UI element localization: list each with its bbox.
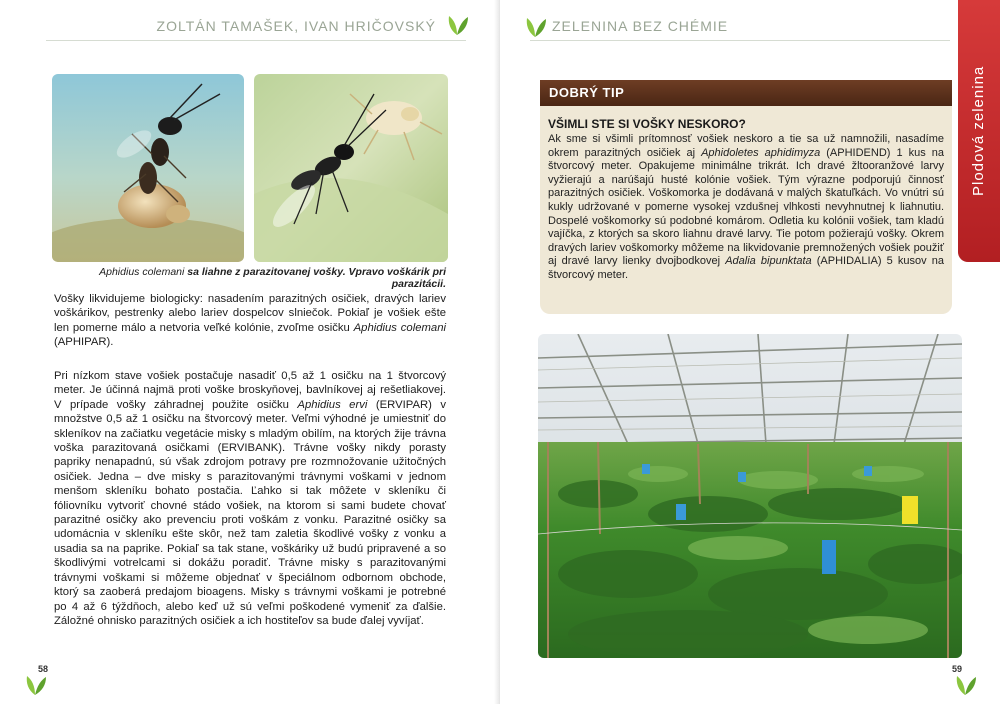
wasp-parasitizing-photo — [254, 74, 448, 262]
tip-title: VŠIMLI STE SI VOŠKY NESKORO? — [548, 117, 746, 131]
caption-species: Aphidius colemani — [99, 266, 185, 278]
tip-text-part: (APHIDALIA) 5 kusov na štvorcový meter. — [548, 255, 944, 281]
body-paragraph-1 — [54, 292, 446, 350]
leaf-icon — [22, 674, 48, 696]
chapter-tab — [958, 0, 1000, 262]
running-head-title: ZELENINA BEZ CHÉMIE — [552, 18, 729, 34]
leaf-icon — [522, 16, 548, 38]
para2-text-a: Pri nízkom stave vošiek postačuje nasadiť 0,5 až 1 osičku na 1 štvorcový meter. Je účinná najmä proti voške broskyňovej, bavlníkovej aj rešetliakovej. V prípade vošky záhradnej použite osičku — [54, 370, 446, 411]
page-number-left: 58 — [38, 664, 49, 674]
tip-species: Adalia bipunktata — [725, 255, 812, 268]
yellow-sticky-trap — [902, 496, 918, 524]
para1-text-b: (APHIPAR). — [54, 336, 114, 349]
body-paragraph-2 — [54, 369, 446, 628]
header-rule — [46, 40, 466, 41]
header-rule — [530, 40, 950, 41]
leaf-icon — [444, 14, 470, 36]
para2-species: Aphidius ervi — [297, 398, 368, 411]
photo-caption — [54, 266, 446, 290]
chapter-tab-label: Plodová zelenina — [970, 65, 987, 197]
caption-text: sa liahne z parazitovanej vošky. Vpravo voškárik pri parazitácii. — [184, 266, 446, 290]
left-page — [0, 0, 496, 704]
wasp-emerging-photo — [52, 74, 244, 262]
tip-text-part: Ak sme si všimli prítomnosť vošiek neskoro a tie sa už namnožili, nasadíme okrem parazitných osičiek aj — [548, 133, 944, 159]
para1-species: Aphidius colemani — [353, 321, 446, 334]
tip-text-part: (APHIDEND) 1 kus na štvorcový meter. Opakujeme minimálne trikrát. Ich dravé žltooranžové larvy vyžierajú a narúšajú husté kolónie vošiek. Tým výrazne podporujú činnosť parazitných osičiek. Voškomorka je dodávaná v malých škatuľkách. Vo vnútri sú kukly udržované v pomerne vysokej vzdušnej vlhkosti nevyhnutnej k liahnutiu. Dospelé voškomorky sú podobné komárom. Odletia ku kolónii vošiek, tam kladú vajíčka, z ktorých sa skoro liahnu dravé larvy. Tie potom požierajú vošky. Okrem dravých lariev voškomorky môžeme na likvidovanie premnožených vošiek použiť aj dravé larvy lienky dvojbodkovej — [548, 146, 944, 268]
running-head-authors: ZOLTÁN TAMAŠEK, IVAN HRIČOVSKÝ — [156, 18, 436, 34]
tip-species: Aphidoletes aphidimyza — [701, 146, 821, 159]
tip-header: DOBRÝ TIP — [540, 80, 952, 106]
good-tip-box — [540, 80, 952, 314]
para2-text-b: (ERVIPAR) v množstve 0,5 až 1 osičku na štvorcový meter. Veľmi výhodné je umiestniť do skleníkov na začiatku vegetácie misky s mladým obilím, na ktorých žije trávna voška parazitovaná osičkami (ERVIBANK). Trávne vošky nikdy porasty papriky nenapadnú, sú však zdrojom potravy pre rozmnožovanie užitočných osičiek. Jedna – dve misky s parazitovanými trávnymi voškami v jednom menšom skleníku bohato postačia. Ľahko si tak môžete v skleníku či fóliovníku vytvoriť chovné stádo vošiek, na ktorom si sami budete chovať parazitné osičky ako prevenciu proti voškám z vonku. Parazitné osičky sa udomácnia v skleníku ešte skôr, než tam zaletia škodlivé vošky z vonku a usadia sa na paprike. Pokiaľ sa tak stane, voškáriky už budú pripravené a so škodlivými votrelcami si dokážu poradiť. Trávne misky s parazitovanými trávnymi voškami si môžeme objednať v špeciálnom odbornom obchode, ktorý sa zaoberá predajom bioagens. Misky s trávnymi voškami je potrebné po 4 až 6 týždňoch, alebo keď už sú veľmi poškodené vymeniť za ďalšie. Záložné ohnisko parazitných osičiek a ich hostiteľov sa bude ďalej vyvíjať. — [54, 398, 446, 627]
page-number-right: 59 — [952, 664, 963, 674]
tip-text — [548, 133, 944, 283]
para1-text-a: Vošky likvidujeme biologicky: nasadením parazitných osičiek, dravých lariev voškárikov, pestrenky alebo lariev dospelcov slniečok. Pokiaľ je vošiek ešte len pomerne málo a netvoria veľké kolónie, zvoľme osičku — [54, 293, 446, 334]
greenhouse-photo — [538, 334, 962, 658]
leaf-icon — [952, 674, 978, 696]
blue-sticky-trap — [822, 540, 836, 574]
